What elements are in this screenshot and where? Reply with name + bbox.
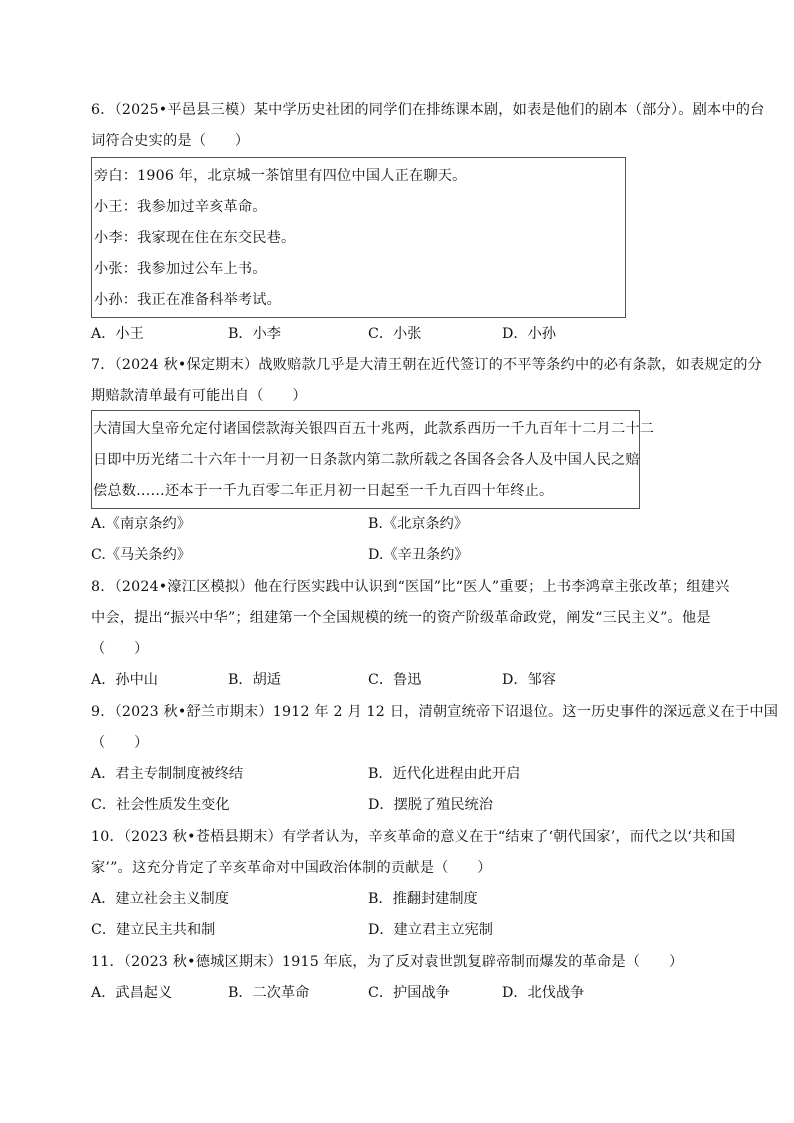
- q6-options: [91, 324, 691, 344]
- q7-stem-line1: 7．（2024 秋•保定期末）战败赔款几乎是大清王朝在近代签订的不平等条约中的必有条款，如表规定的分: [91, 357, 762, 373]
- q6-option-a[interactable]: A．小王: [91, 326, 144, 342]
- q7-quote-line: 日即中历光绪二十六年十一月初一日条款内第二款所载之各国各会各人及中国人民之赔: [93, 452, 640, 468]
- q10-option-c[interactable]: C．建立民主共和制: [91, 922, 216, 938]
- q7-option-d[interactable]: D.《辛丑条约》: [368, 547, 469, 563]
- q10-option-a[interactable]: A．建立社会主义制度: [91, 891, 229, 907]
- q6-option-d[interactable]: D．小孙: [502, 326, 556, 342]
- q7-quote-line: 偿总数……还本于一千九百零二年正月初一日起至一千九百四十年终止。: [93, 483, 554, 499]
- q9-option-c[interactable]: C．社会性质发生变化: [91, 797, 230, 813]
- q9-stem-line1: 9．（2023 秋•舒兰市期末）1912 年 2 月 12 日，清朝宣统帝下诏退位。这一历史事件的深远意义在于中国: [91, 704, 779, 720]
- q8-stem-line2: 中会，提出“振兴中华”；组建第一个全国规模的统一的资产阶级革命政党，阐发“三民主义”。他是: [91, 610, 711, 626]
- q10-options-row1: [91, 889, 691, 909]
- q6-option-b[interactable]: B．小李: [228, 326, 281, 342]
- q11-option-d[interactable]: D．北伐战争: [502, 985, 585, 1001]
- q8-option-a[interactable]: A．孙中山: [91, 672, 158, 688]
- q8-options: [91, 670, 691, 690]
- q11-stem-line1: 11．（2023 秋•德城区期末）1915 年底，为了反对袁世凯复辟帝制而爆发的革命是（ ）: [91, 954, 684, 970]
- q10-option-d[interactable]: D．建立君主立宪制: [368, 922, 493, 938]
- q10-options-row2: [91, 920, 691, 940]
- q9-option-d[interactable]: D．摆脱了殖民统治: [368, 797, 493, 813]
- q6-table-line: 小李：我家现在住在东交民巷。: [94, 230, 296, 246]
- q6-table-line: 小孙：我正在准备科举考试。: [94, 292, 282, 308]
- q10-stem-line1: 10．（2023 秋•苍梧县期末）有学者认为，辛亥革命的意义在于“结束了‘朝代国家’，而代之以‘共和国: [91, 829, 736, 845]
- q9-stem-line2: （ ）: [91, 735, 149, 751]
- q8-stem-line3: （ ）: [91, 641, 149, 657]
- q8-stem-line1: 8．（2024•濠江区模拟）他在行医实践中认识到“医国”比“医人”重要；上书李鸿章主张改革；组建兴: [91, 579, 730, 595]
- q11-option-b[interactable]: B．二次革命: [228, 985, 310, 1001]
- q9-options-row1: [91, 764, 691, 784]
- q11-option-c[interactable]: C．护国战争: [368, 985, 450, 1001]
- q8-option-c[interactable]: C．鲁迅: [368, 672, 422, 688]
- q10-stem-line2: 家’”。这充分肯定了辛亥革命对中国政治体制的贡献是（ ）: [91, 860, 492, 876]
- q6-table-line: 旁白：1906 年，北京城一茶馆里有四位中国人正在聊天。: [94, 168, 467, 184]
- q7-option-b[interactable]: B.《北京条约》: [368, 516, 469, 532]
- q8-option-d[interactable]: D．邹容: [502, 672, 556, 688]
- q7-quote-line: 大清国大皇帝允定付诸国偿款海关银四百五十兆两，此款系西历一千九百年十二月二十二: [93, 421, 655, 437]
- q9-option-b[interactable]: B．近代化进程由此开启: [368, 766, 521, 782]
- q11-options: [91, 983, 691, 1003]
- q7-option-c[interactable]: C.《马关条约》: [91, 547, 191, 563]
- q6-stem-line2: 词符合史实的是（ ）: [91, 133, 250, 149]
- q8-option-b[interactable]: B．胡适: [228, 672, 281, 688]
- q7-stem-line2: 期赔款清单最有可能出自（ ）: [91, 388, 307, 404]
- q9-option-a[interactable]: A．君主专制制度被终结: [91, 766, 244, 782]
- q9-options-row2: [91, 795, 691, 815]
- q6-option-c[interactable]: C．小张: [368, 326, 422, 342]
- q11-option-a[interactable]: A．武昌起义: [91, 985, 173, 1001]
- q6-table-line: 小张：我参加过公车上书。: [94, 261, 267, 277]
- q7-option-a[interactable]: A.《南京条约》: [91, 516, 191, 532]
- q7-options-row1: [91, 514, 691, 534]
- q7-options-row2: [91, 545, 691, 565]
- q6-table-line: 小王：我参加过辛亥革命。: [94, 199, 267, 215]
- q10-option-b[interactable]: B．推翻封建制度: [368, 891, 478, 907]
- q6-stem-line1: 6．（2025•平邑县三模）某中学历史社团的同学们在排练课本剧，如表是他们的剧本（部分）。剧本中的台: [91, 102, 765, 118]
